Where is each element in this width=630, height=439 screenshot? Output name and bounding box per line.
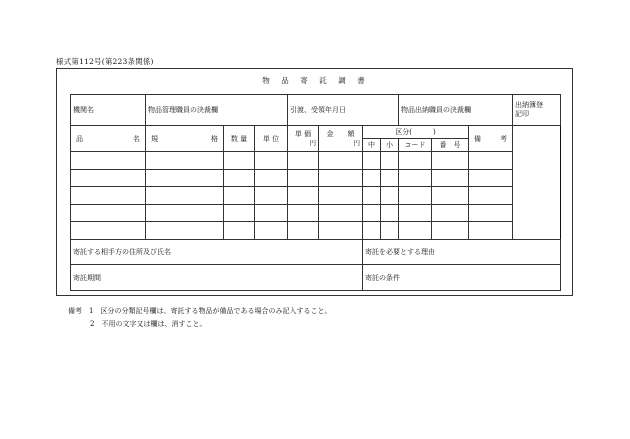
org-name-field[interactable] [71,95,146,126]
col-spec: 規 格 [146,125,224,152]
reason-label: 寄託を必要とする理由 [365,247,435,256]
col-number: 番 号 [432,139,469,152]
col-classification: 区分( ) [363,125,469,138]
conditions-field[interactable] [363,265,561,291]
manager-approval-label: 物品管理職員の決裁欄 [148,105,218,114]
issuer-approval-field[interactable] [399,95,513,126]
col-unit: 単 位 [255,125,288,152]
manager-approval-field[interactable] [146,95,288,126]
col-code: コード [399,139,432,152]
col-middle-class: 中 [363,139,381,152]
conditions-label: 寄託の条件 [365,273,400,282]
table-row[interactable] [71,187,561,204]
col-amount: 金 額 円 [319,125,363,152]
col-remarks: 備 考 [469,125,513,152]
note-2: 2 不用の文字又は欄は、消すこと。 [90,320,207,328]
transfer-date-field[interactable] [288,95,399,126]
table-row[interactable] [71,152,561,169]
column-header-row [71,125,561,138]
table-row[interactable] [71,204,561,221]
depositee-field[interactable] [71,239,363,265]
reason-field[interactable] [363,239,561,265]
table-row[interactable] [71,222,561,239]
period-field[interactable] [71,265,363,291]
note-1: 備考 1 区分の分類記号欄は、寄託する物品が備品である場合のみ記入すること。 [68,307,332,315]
period-row [71,265,561,291]
col-unit-price: 単 価 円 [288,125,319,152]
notes [68,305,331,331]
col-item-name: 品 名 [71,125,146,152]
ledger-stamp-field[interactable] [513,95,561,126]
depositee-label: 寄託する相手方の住所及び氏名 [73,247,171,256]
ledger-stamp-label-2: 記印 [515,109,529,118]
depositee-row [71,239,561,265]
form-reference: 様式第112号(第223条関係) [56,57,154,66]
transfer-date-label: 引渡、受領年月日 [290,105,346,114]
col-quantity: 数 量 [224,125,255,152]
form-sheet [56,68,573,296]
table-row[interactable] [71,169,561,186]
form-title: 物 品 寄 託 調 書 [262,76,367,85]
deposit-record-table [70,94,561,291]
col-small-class: 小 [381,139,399,152]
ledger-stamp-label-1: 出納簿登 [515,100,543,109]
issuer-approval-label: 物品出納職員の決裁欄 [401,105,471,114]
header-row [71,95,561,126]
org-name-label: 機関名 [73,105,94,114]
period-label: 寄託期間 [73,273,101,282]
